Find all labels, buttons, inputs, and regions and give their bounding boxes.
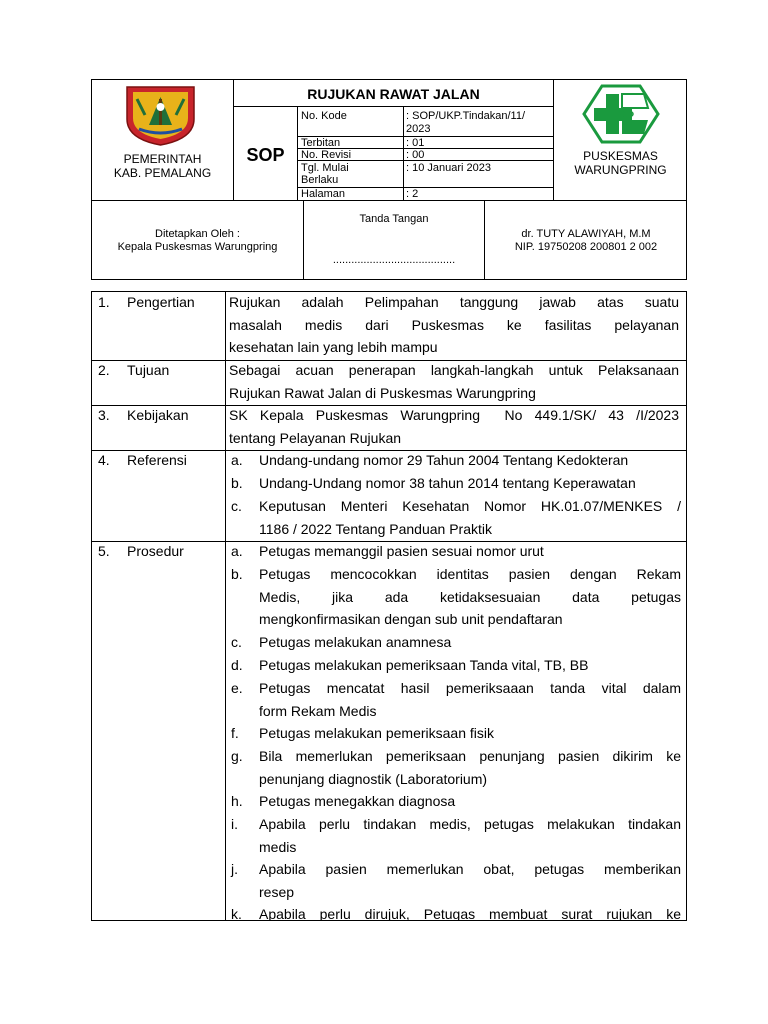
text-line: SK Kepala Puskesmas Warungpring No 449.1/SK/ 43 /I/2023 bbox=[229, 407, 679, 423]
section-body bbox=[229, 359, 679, 404]
section-number: 4. bbox=[98, 452, 110, 468]
text-line: Petugas mencatat hasil pemeriksaaan tanda vital dalam bbox=[259, 680, 681, 696]
list-letter: i. bbox=[231, 816, 238, 832]
field-value-terbitan: : 01 bbox=[406, 137, 425, 149]
text-line: Rujukan Rawat Jalan di Puskesmas Warungpring bbox=[229, 384, 536, 401]
text-line: Bila memerlukan pemeriksaan penunjang pasien dikirim ke bbox=[259, 748, 681, 764]
field-value-kode-2: 2023 bbox=[406, 123, 431, 135]
list-item bbox=[231, 563, 681, 631]
text-line: Petugas mencocokkan identitas pasien dengan Rekam bbox=[259, 566, 681, 582]
list-item bbox=[231, 903, 681, 921]
text-line: Apabila perlu dirujuk, Petugas membuat surat rujukan ke bbox=[259, 906, 681, 921]
list-item bbox=[231, 677, 681, 722]
list-item bbox=[231, 654, 681, 676]
field-label-terbitan: Terbitan bbox=[301, 137, 341, 149]
list-letter: k. bbox=[231, 906, 242, 921]
text-line: Petugas melakukan anamnesa bbox=[259, 634, 452, 650]
list-letter: j. bbox=[231, 861, 238, 877]
section-title: Referensi bbox=[127, 452, 187, 468]
agency-name-line2: KAB. PEMALANG bbox=[113, 166, 212, 180]
field-label-tgl: Tgl. Mulai bbox=[301, 162, 349, 174]
approved-by-label: Ditetapkan Oleh : bbox=[155, 228, 240, 240]
list-item bbox=[231, 745, 681, 790]
list-letter: a. bbox=[231, 543, 243, 559]
divider bbox=[225, 291, 226, 921]
divider bbox=[91, 200, 687, 201]
text-line: Apabila pasien memerlukan obat, petugas memberikan bbox=[259, 861, 681, 877]
list-item bbox=[231, 790, 681, 812]
text-line: medis bbox=[259, 838, 297, 855]
list-item bbox=[231, 813, 681, 858]
agency-name-line1: PEMERINTAH bbox=[123, 152, 202, 166]
text-line: Undang-Undang nomor 38 tahun 2014 tentang Keperawatan bbox=[259, 475, 636, 491]
field-label-kode: No. Kode bbox=[301, 110, 347, 122]
list-letter: b. bbox=[231, 475, 243, 491]
text-line: Petugas melakukan pemeriksaan fisik bbox=[259, 725, 495, 741]
section-title: Prosedur bbox=[127, 543, 184, 559]
text-line: Petugas memanggil pasien sesuai nomor urut bbox=[259, 543, 544, 559]
section-body bbox=[229, 404, 679, 449]
section-title: Kebijakan bbox=[127, 407, 189, 423]
section-title: Pengertian bbox=[127, 294, 195, 310]
list-item bbox=[231, 722, 681, 744]
list-item bbox=[231, 449, 681, 471]
text-line: kesehatan lain yang lebih mampu bbox=[229, 339, 438, 355]
text-line: masalah medis dari Puskesmas ke fasilitas pelayanan bbox=[229, 316, 679, 333]
text-line: Rujukan adalah Pelimpahan tanggung jawab atas suatu bbox=[229, 294, 679, 310]
section-number: 2. bbox=[98, 362, 110, 378]
puskesmas-name-line2: WARUNGPRING bbox=[574, 163, 667, 177]
list-letter: b. bbox=[231, 566, 243, 582]
text-line: Medis, jika ada ketidaksesuaian data petugas bbox=[259, 588, 681, 605]
sop-label: SOP bbox=[246, 145, 285, 165]
field-value-tgl: : 10 Januari 2023 bbox=[406, 162, 492, 174]
text-line: Petugas melakukan pemeriksaan Tanda vital, TB, BB bbox=[259, 657, 589, 673]
field-value-kode: : SOP/UKP.Tindakan/11/ bbox=[406, 110, 526, 122]
list-item bbox=[231, 540, 681, 562]
signature-line: ........................................ bbox=[332, 254, 456, 266]
list-item bbox=[231, 495, 681, 540]
text-line: Apabila perlu tindakan medis, petugas melakukan tindakan bbox=[259, 816, 681, 832]
list-letter: c. bbox=[231, 498, 242, 514]
text-line: Sebagai acuan penerapan langkah-langkah untuk Pelaksanaan bbox=[229, 362, 679, 378]
text-line: 1186 / 2022 Tentang Panduan Praktik bbox=[259, 520, 492, 537]
puskesmas-logo-icon bbox=[582, 84, 660, 144]
list-letter: e. bbox=[231, 680, 243, 696]
field-value-halaman: : 2 bbox=[406, 188, 419, 200]
divider bbox=[553, 79, 554, 200]
text-line: Keputusan Menteri Kesehatan Nomor HK.01.07/MENKES / bbox=[259, 498, 681, 514]
section-number: 1. bbox=[98, 294, 110, 310]
approver-name: dr. TUTY ALAWIYAH, M.M bbox=[521, 228, 651, 240]
divider bbox=[403, 106, 404, 200]
section-number: 5. bbox=[98, 543, 110, 559]
text-line: mengkonfirmasikan dengan sub unit pendaftaran bbox=[259, 611, 563, 627]
section-body bbox=[229, 291, 679, 359]
text-line: Petugas menegakkan diagnosa bbox=[259, 793, 456, 809]
text-line: tentang Pelayanan Rujukan bbox=[229, 429, 402, 446]
text-line: penunjang diagnostik (Laboratorium) bbox=[259, 770, 488, 787]
list-item bbox=[231, 631, 681, 653]
list-letter: f. bbox=[231, 725, 239, 741]
section-number: 3. bbox=[98, 407, 110, 423]
divider bbox=[297, 106, 298, 200]
divider bbox=[233, 106, 553, 107]
field-label-revisi: No. Revisi bbox=[301, 149, 352, 161]
text-line: Undang-undang nomor 29 Tahun 2004 Tentang Kedokteran bbox=[259, 452, 629, 468]
pemalang-emblem-icon bbox=[123, 85, 198, 147]
field-label-tgl-2: Berlaku bbox=[301, 174, 339, 186]
text-line: resep bbox=[259, 883, 295, 900]
text-line: form Rekam Medis bbox=[259, 702, 377, 719]
field-value-revisi: : 00 bbox=[406, 149, 425, 161]
list-letter: h. bbox=[231, 793, 243, 809]
section-title: Tujuan bbox=[127, 362, 170, 378]
divider bbox=[303, 200, 304, 280]
approver-title: Kepala Puskesmas Warungpring bbox=[117, 241, 278, 253]
document-title: RUJUKAN RAWAT JALAN bbox=[307, 86, 480, 102]
list-letter: d. bbox=[231, 657, 243, 673]
list-letter: a. bbox=[231, 452, 243, 468]
list-item bbox=[231, 472, 681, 494]
puskesmas-name-line1: PUSKESMAS bbox=[583, 149, 658, 163]
list-letter: c. bbox=[231, 634, 242, 650]
list-item bbox=[231, 858, 681, 903]
signature-label: Tanda Tangan bbox=[359, 213, 429, 225]
list-letter: g. bbox=[231, 748, 243, 764]
field-label-halaman: Halaman bbox=[301, 188, 346, 200]
approver-nip: NIP. 19750208 200801 2 002 bbox=[514, 241, 658, 253]
